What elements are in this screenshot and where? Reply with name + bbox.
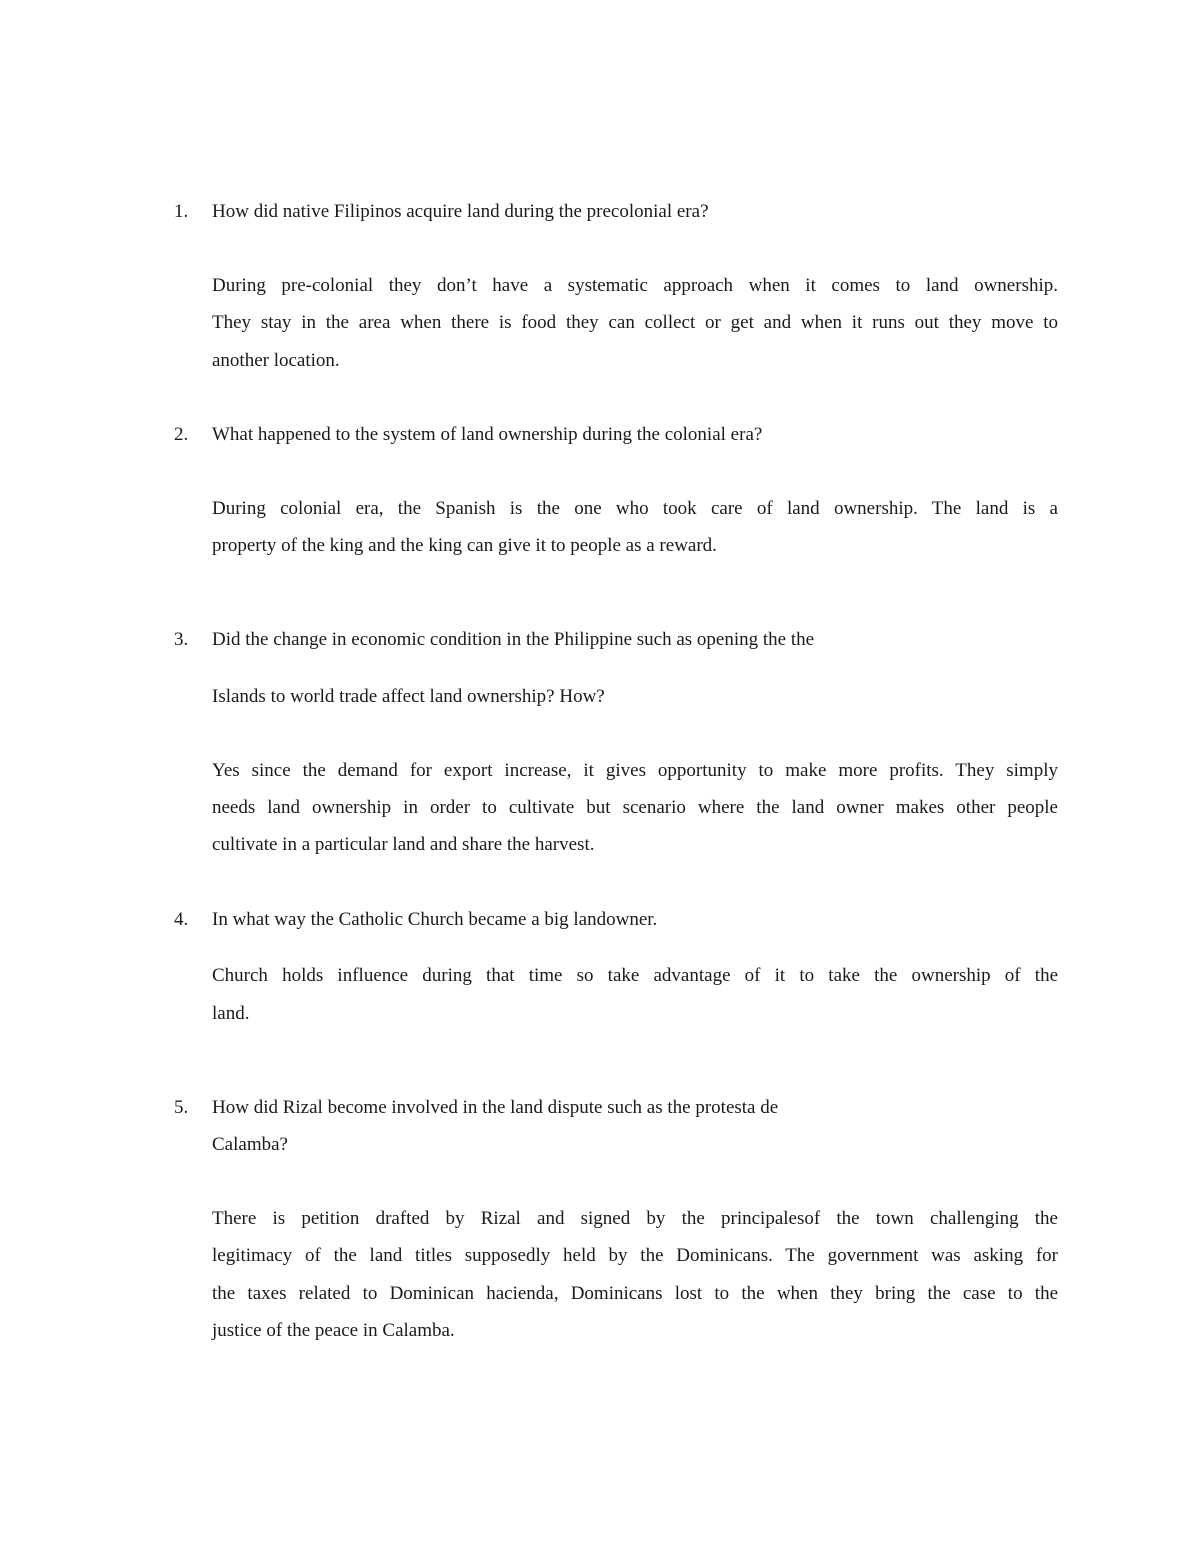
item-5-answer-line-2: legitimacy of the land titles supposedly held by the Dominicans. The government was asking for <box>212 1245 1058 1266</box>
item-5-question-line-1: How did Rizal become involved in the land dispute such as the protesta de <box>212 1097 779 1118</box>
item-3-question-line-1: Did the change in economic condition in the Philippine such as opening the the <box>212 629 815 650</box>
item-1-question: How did native Filipinos acquire land during the precolonial era? <box>212 201 709 222</box>
item-5-question-line-2: Calamba? <box>212 1134 288 1155</box>
item-2-answer-line-2: property of the king and the king can give it to people as a reward. <box>212 535 717 556</box>
item-4-answer-line-2: land. <box>212 1003 250 1024</box>
item-3-question-line-2: Islands to world trade affect land ownership? How? <box>212 686 605 707</box>
item-5-answer-line-3: the taxes related to Dominican hacienda, Dominicans lost to the when they bring the case to the <box>212 1283 1058 1304</box>
item-3-answer-line-3: cultivate in a particular land and share the harvest. <box>212 834 595 855</box>
item-3-answer-line-1: Yes since the demand for export increase, it gives opportunity to make more profits. They simply <box>212 760 1058 781</box>
item-2-number: 2. <box>174 424 189 445</box>
item-3-number: 3. <box>174 629 189 650</box>
item-2-question: What happened to the system of land ownership during the colonial era? <box>212 424 763 445</box>
item-4-question: In what way the Catholic Church became a big landowner. <box>212 909 658 930</box>
item-4-answer-line-1: Church holds influence during that time so take advantage of it to take the ownership of the <box>212 965 1058 986</box>
item-1-answer-line-3: another location. <box>212 350 340 371</box>
item-1-number: 1. <box>174 201 189 222</box>
item-4-number: 4. <box>174 909 189 930</box>
item-2-answer-line-1: During colonial era, the Spanish is the one who took care of land ownership. The land is a <box>212 498 1058 519</box>
item-1-answer-line-1: During pre-colonial they don’t have a systematic approach when it comes to land ownership. <box>212 275 1058 296</box>
item-1-answer-line-2: They stay in the area when there is food they can collect or get and when it runs out they move to <box>212 312 1058 333</box>
item-5-answer-line-1: There is petition drafted by Rizal and signed by the principalesof the town challenging the <box>212 1208 1058 1229</box>
item-5-answer-line-4: justice of the peace in Calamba. <box>212 1320 455 1341</box>
item-5-number: 5. <box>174 1097 189 1118</box>
item-3-answer-line-2: needs land ownership in order to cultivate but scenario where the land owner makes other people <box>212 797 1058 818</box>
